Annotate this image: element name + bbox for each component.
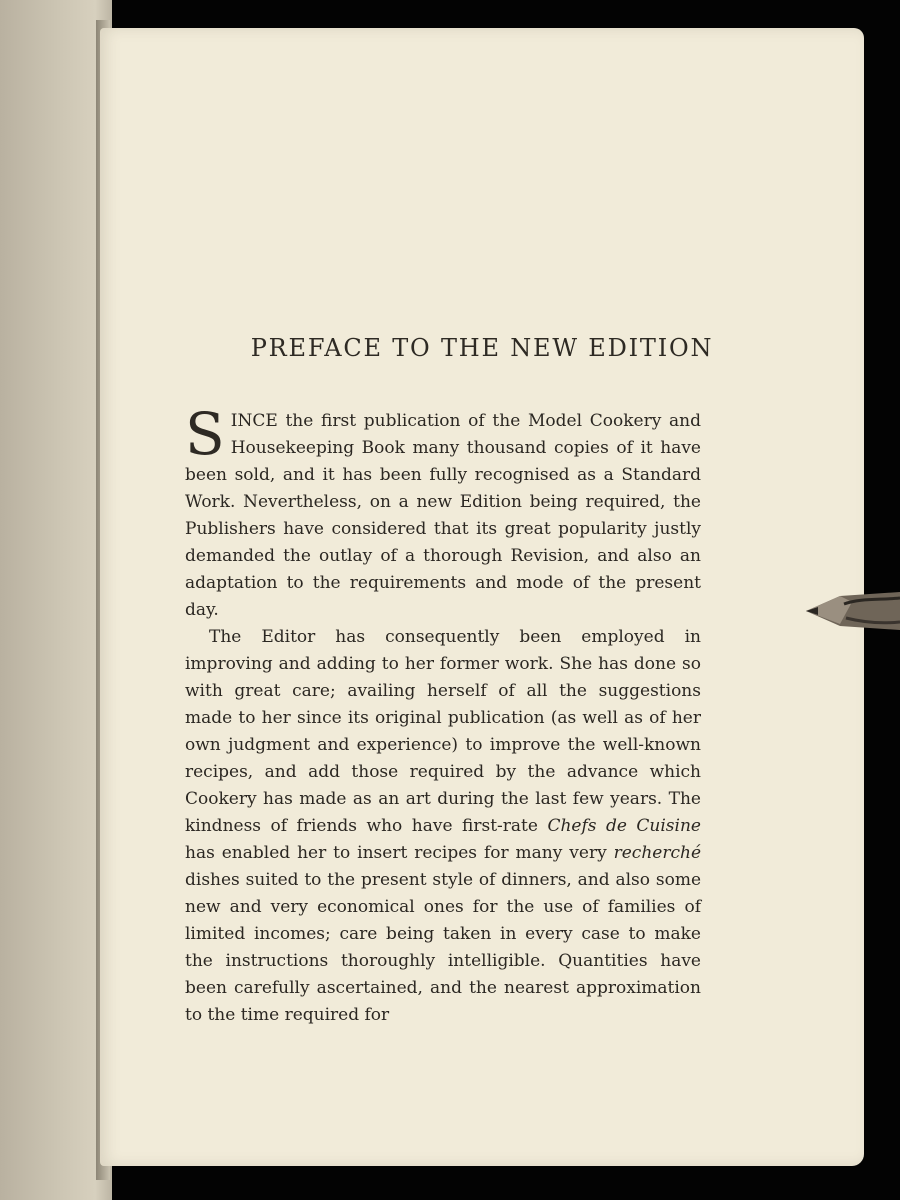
preface-body xyxy=(185,400,701,1029)
drop-cap: S xyxy=(185,400,225,468)
paragraph-2-text-b: has enabled her to insert recipes for many very xyxy=(185,843,614,863)
page-heading: PREFACE TO THE NEW EDITION xyxy=(250,334,714,362)
italic-recherche: recherché xyxy=(613,843,701,863)
paragraph-2-text-c: dishes suited to the present style of dinners, and also some new and very economical ones for the use of families of limited incomes; care being taken in every case to make the instructions thoroughly intelligible. Quantities have been carefully ascertained, and the nearest approximation to the time required for xyxy=(185,870,701,1025)
italic-chefs-de-cuisine: Chefs de Cuisine xyxy=(547,816,701,836)
pencil-tip-icon xyxy=(800,588,900,634)
book-page xyxy=(100,28,864,1166)
paragraph-2 xyxy=(185,624,701,1029)
paragraph-1-text: INCE the first publication of the Model Cookery and Housekeeping Book many thousand copies of it have been sold, and it has been fully recognised as a Standard Work. Nevertheless, on a new Edition being required, the Publishers have considered that its great popularity justly demanded the outlay of a thorough Revision, and also an adaptation to the requirements and mode of the present day. xyxy=(185,411,701,620)
paragraph-1 xyxy=(185,400,701,624)
paragraph-2-text-a: The Editor has consequently been employed in improving and adding to her former work. She has done so with great care; availing herself of all the suggestions made to her since its original publication (as well as of her own judgment and experience) to improve the well-known recipes, and add those required by the advance which Cookery has made as an art during the last few years. The kindness of friends who have first-rate xyxy=(185,627,701,836)
